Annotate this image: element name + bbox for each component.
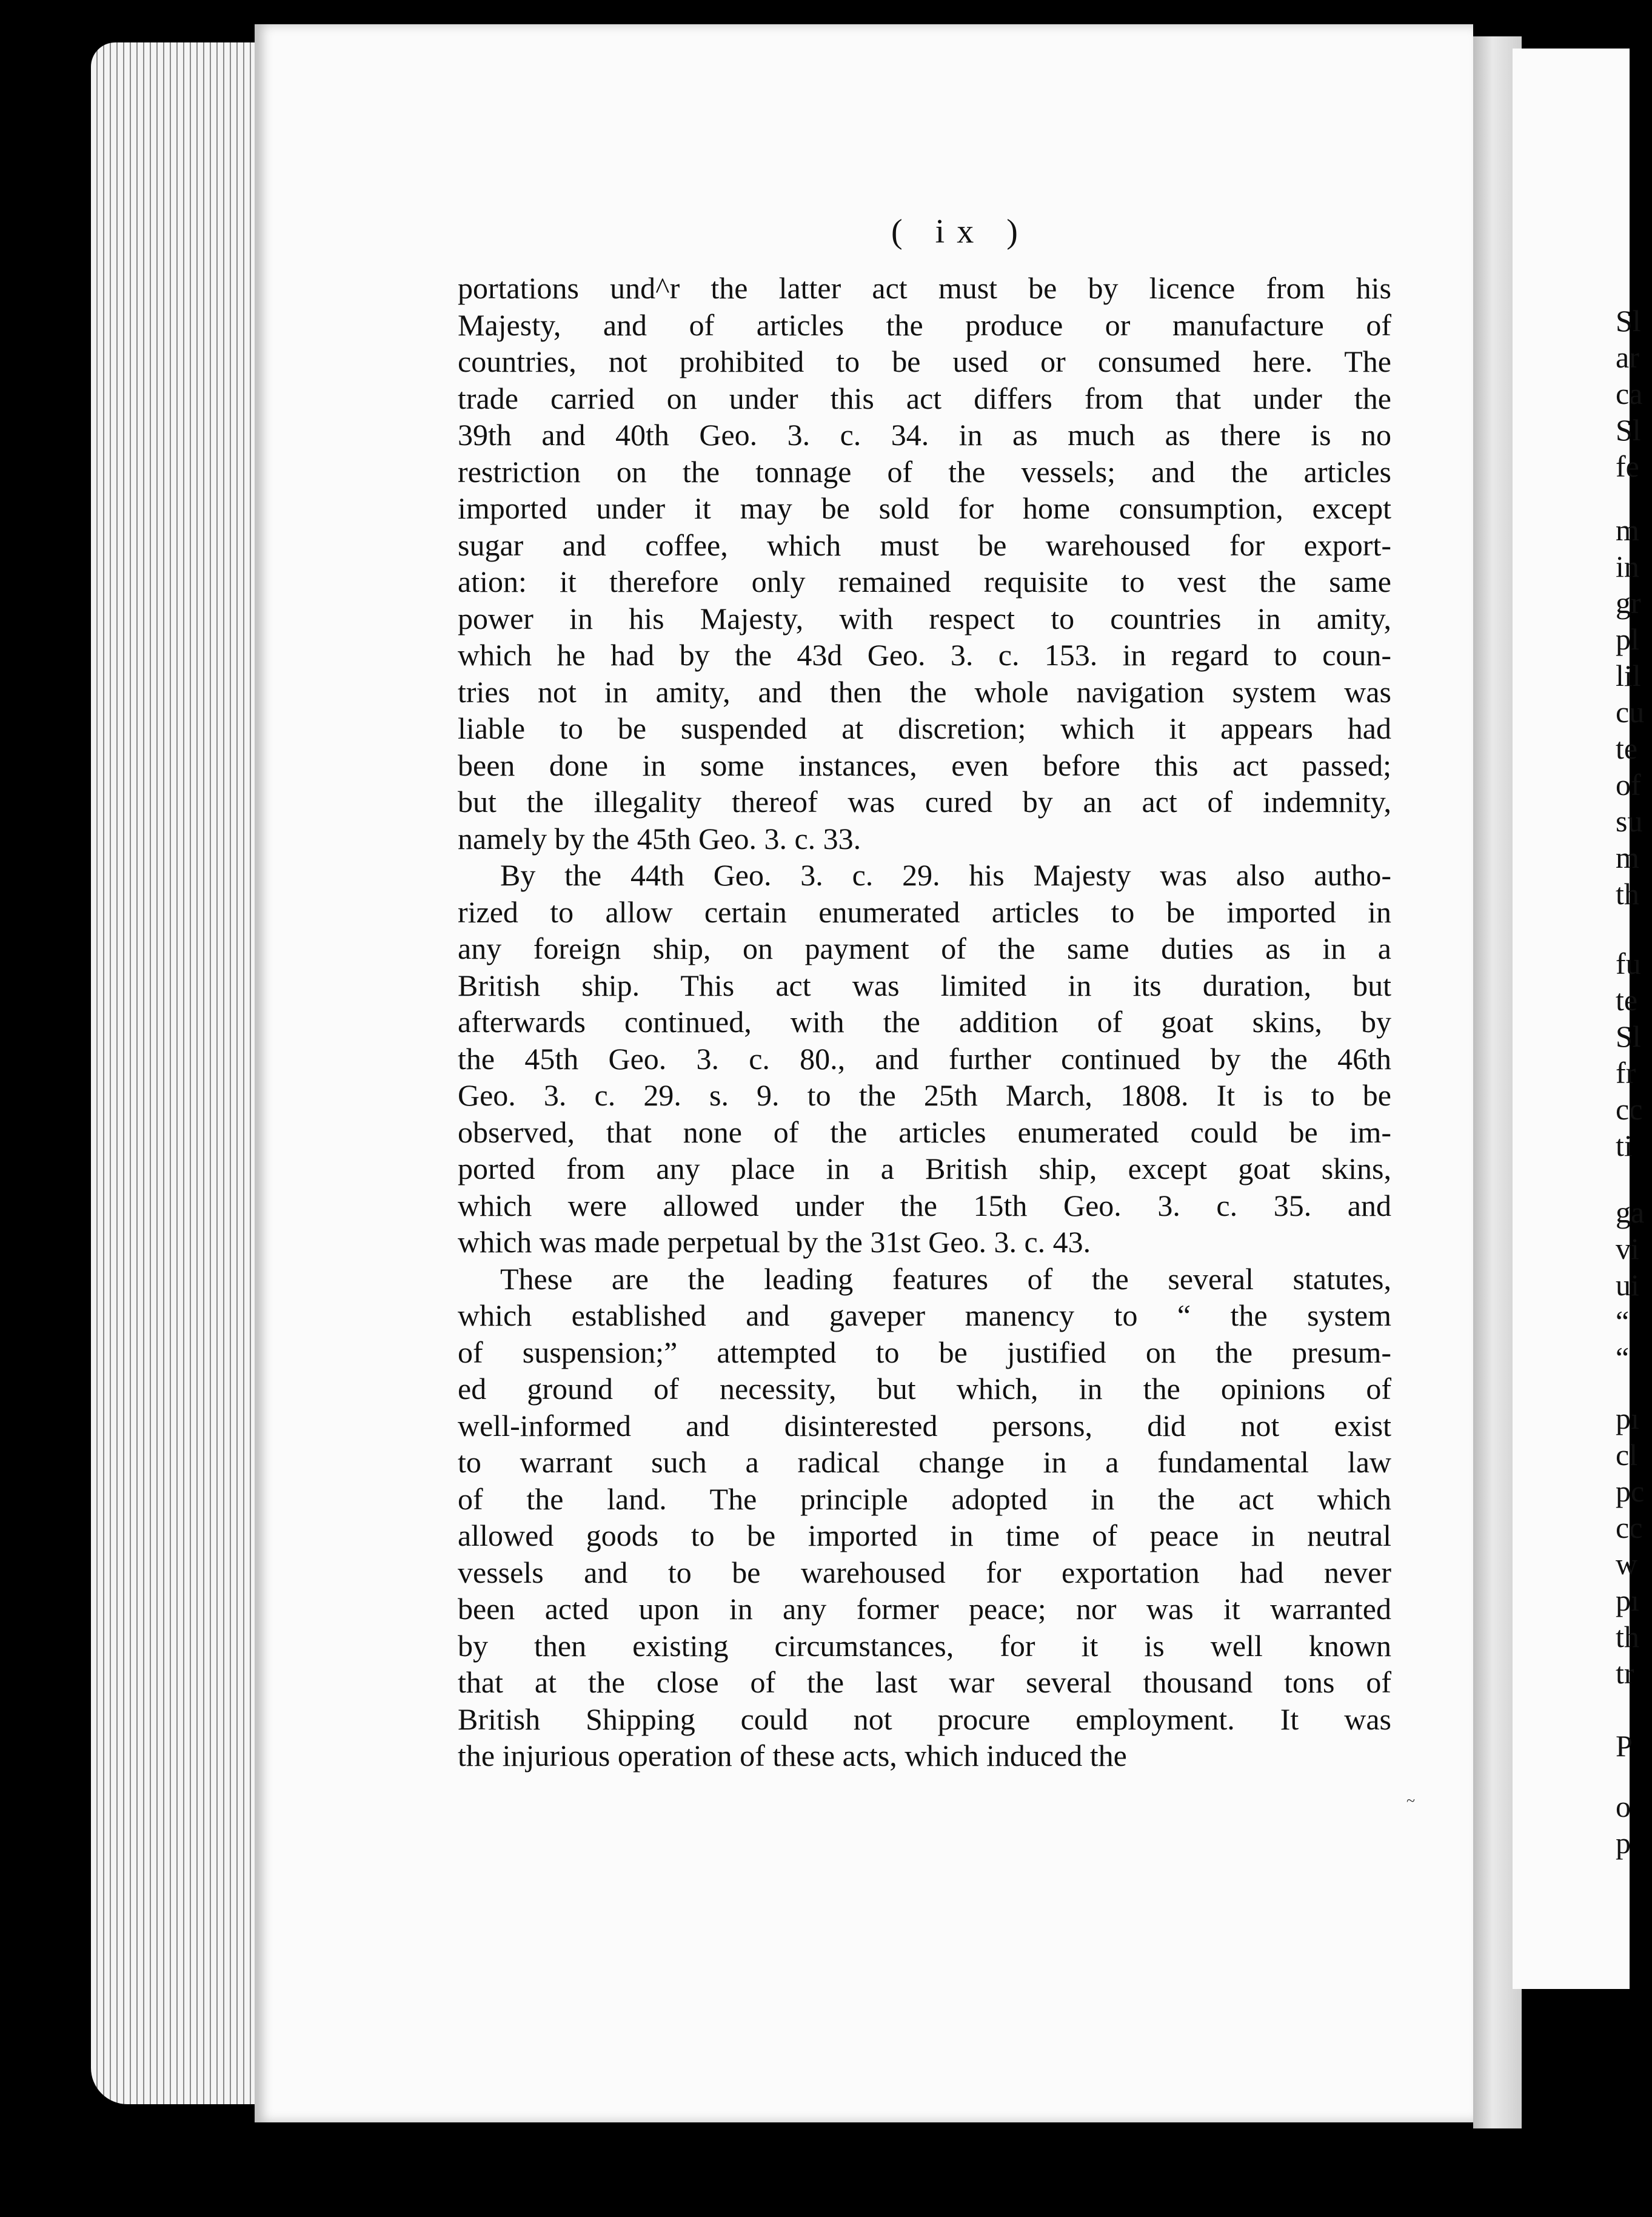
- text-line: countries, not prohibited to be used or consumed here. The: [458, 344, 1391, 378]
- text-line: any foreign ship, on payment of the same duties as in a: [458, 931, 1391, 965]
- page-edge-stack: [91, 42, 273, 2104]
- facing-text-fragment: gr: [1616, 586, 1641, 620]
- facing-text-fragment: ga: [1616, 1195, 1645, 1229]
- text-line: trade carried on under this act differs from that under the: [458, 381, 1391, 415]
- text-line: British ship. This act was limited in its duration, but: [458, 968, 1391, 1002]
- facing-text-fragment: “: [1616, 1304, 1630, 1338]
- text-line: 39th and 40th Geo. 3. c. 34. in as much as there is no: [458, 418, 1391, 452]
- facing-page-edge: [1513, 49, 1630, 1989]
- text-line: which established and gaveper manency to “ the system: [458, 1298, 1391, 1332]
- facing-text-fragment: tr: [1616, 1656, 1634, 1690]
- text-line: to warrant such a radical change in a fundamental law: [458, 1445, 1391, 1479]
- facing-text-fragment: Sl: [1616, 304, 1641, 338]
- facing-text-fragment: m: [1616, 513, 1639, 547]
- facing-text-fragment: fu: [1616, 947, 1641, 981]
- facing-text-fragment: o: [1616, 1789, 1631, 1823]
- stray-mark: ~: [1406, 1792, 1416, 1809]
- facing-text-fragment: th: [1616, 877, 1639, 911]
- facing-text-fragment: “: [1616, 1341, 1630, 1375]
- text-line: that at the close of the last war several thousand tons of: [458, 1665, 1391, 1699]
- facing-text-fragment: pl: [1616, 622, 1639, 656]
- facing-text-fragment: cl: [1616, 1438, 1638, 1472]
- text-line: restriction on the tonnage of the vessels; and the articles: [458, 454, 1391, 489]
- text-line: ation: it therefore only remained requisite to vest the same: [458, 565, 1391, 599]
- facing-text-fragment: pı: [1616, 1401, 1639, 1435]
- facing-text-fragment: in: [1616, 549, 1639, 583]
- text-line: These are the leading features of the several statutes,: [500, 1261, 1391, 1296]
- facing-text-fragment: P: [1616, 1729, 1633, 1763]
- facing-text-fragment: ar: [1616, 340, 1639, 374]
- text-line: namely by the 45th Geo. 3. c. 33.: [458, 821, 861, 856]
- text-line: afterwards continued, with the addition of goat skins, by: [458, 1005, 1391, 1039]
- facing-text-fragment: Sl: [1616, 413, 1641, 447]
- facing-text-fragment: fr: [1616, 1056, 1636, 1090]
- facing-text-fragment: cu: [1616, 695, 1645, 729]
- text-line: vessels and to be warehoused for exportation had never: [458, 1555, 1391, 1589]
- text-line: rized to allow certain enumerated articles to be imported in: [458, 894, 1391, 929]
- facing-text-fragment: Sl: [1616, 1019, 1641, 1053]
- text-line: which was made perpetual by the 31st Geo. 3. c. 43.: [458, 1225, 1091, 1259]
- text-line: ported from any place in a British ship, except goat skins,: [458, 1152, 1391, 1186]
- text-line: observed, that none of the articles enumerated could be im-: [458, 1115, 1391, 1149]
- facing-text-fragment: th: [1616, 1620, 1639, 1654]
- facing-text-fragment: su: [1616, 804, 1643, 838]
- facing-text-fragment: pı: [1616, 1583, 1639, 1617]
- text-line: the 45th Geo. 3. c. 80., and further continued by the 46th: [458, 1041, 1391, 1076]
- text-line: which were allowed under the 15th Geo. 3. c. 35. and: [458, 1188, 1391, 1223]
- text-line: well-informed and disinterested persons, did not exist: [458, 1408, 1391, 1443]
- facing-text-fragment: cc: [1616, 1092, 1643, 1126]
- facing-text-fragment: te: [1616, 731, 1638, 765]
- text-line: the injurious operation of these acts, which induced the: [458, 1739, 1127, 1773]
- facing-text-fragment: of: [1616, 768, 1641, 802]
- text-line: liable to be suspended at discretion; which it appears had: [458, 711, 1391, 745]
- text-line: By the 44th Geo. 3. c. 29. his Majesty was also autho-: [500, 858, 1391, 892]
- facing-text-fragment: p: [1616, 1826, 1631, 1860]
- text-line: Majesty, and of articles the produce or manufacture of: [458, 307, 1391, 342]
- text-line: sugar and coffee, which must be warehoused for export-: [458, 528, 1391, 562]
- facing-text-fragment: w: [1616, 1547, 1638, 1581]
- text-line: which he had by the 43d Geo. 3. c. 153. in regard to coun-: [458, 638, 1391, 672]
- page-number: ( ix ): [891, 213, 1030, 250]
- text-line: been done in some instances, even before this act passed;: [458, 748, 1391, 782]
- text-line: allowed goods to be imported in time of peace in neutral: [458, 1518, 1391, 1552]
- body-text: [458, 270, 1391, 1774]
- facing-text-fragment: m: [1616, 840, 1639, 874]
- facing-text-fragment: ti: [1616, 1129, 1633, 1162]
- text-line: tries not in amity, and then the whole navigation system was: [458, 674, 1391, 709]
- text-line: Geo. 3. c. 29. s. 9. to the 25th March, 1808. It is to be: [458, 1078, 1391, 1112]
- text-line: ed ground of necessity, but which, in the opinions of: [458, 1372, 1391, 1406]
- facing-text-fragment: cc: [1616, 1511, 1643, 1545]
- facing-text-fragment: fe: [1616, 449, 1639, 483]
- text-line: of suspension;” attempted to be justified on the presum-: [458, 1335, 1391, 1369]
- text-line: by then existing circumstances, for it is well known: [458, 1628, 1391, 1663]
- facing-text-fragment: ca: [1616, 377, 1643, 411]
- text-line: British Shipping could not procure employment. It was: [458, 1702, 1391, 1736]
- text-line: portations und^r the latter act must be by licence from his: [458, 271, 1391, 305]
- text-line: but the illegality thereof was cured by an act of indemnity,: [458, 785, 1391, 819]
- text-line: of the land. The principle adopted in the act which: [458, 1481, 1391, 1516]
- facing-text-fragment: vi: [1616, 1232, 1639, 1266]
- text-line: power in his Majesty, with respect to countries in amity,: [458, 601, 1391, 636]
- text-line: imported under it may be sold for home consumption, except: [458, 491, 1391, 525]
- facing-text-fragment: te: [1616, 983, 1638, 1017]
- facing-text-fragment: lil: [1616, 659, 1641, 693]
- facing-text-fragment: ui: [1616, 1268, 1639, 1302]
- text-line: been acted upon in any former peace; nor was it warranted: [458, 1592, 1391, 1626]
- facing-text-fragment: pc: [1616, 1474, 1645, 1508]
